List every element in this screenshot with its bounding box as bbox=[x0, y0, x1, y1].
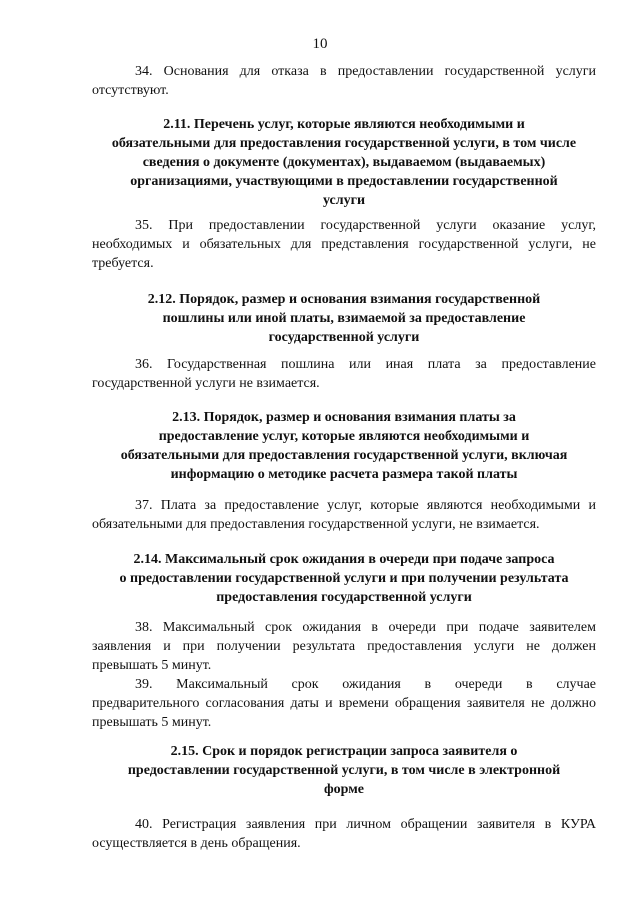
paragraph-38 bbox=[92, 618, 596, 675]
heading-line: 2.13. Порядок, размер и основания взимания платы за bbox=[172, 410, 516, 425]
heading-line: предоставление услуг, которые являются необходимыми и bbox=[158, 429, 530, 444]
heading-line: пошлины или иной платы, взимаемой за предоставление bbox=[162, 311, 526, 326]
paragraph-first-line: 39. Максимальный срок ожидания в очереди в случае bbox=[135, 677, 596, 692]
section-heading-2-14 bbox=[92, 550, 596, 607]
heading-line: организациями, участвующими в предоставлении государственной bbox=[130, 174, 558, 189]
section-heading-2-13 bbox=[92, 408, 596, 484]
heading-line: о предоставлении государственной услуги и при получении результата bbox=[119, 571, 569, 586]
paragraph-36 bbox=[92, 355, 596, 393]
heading-line: информацию о методике расчета размера такой платы bbox=[170, 467, 518, 482]
paragraph-text: 35. При предоставлении государственной услуги оказание услуг, необходимых и обязательных для представления государственной услуги, не требуется. bbox=[92, 218, 596, 271]
paragraph-text: 34. Основания для отказа в предоставлении государственной услуги отсутствуют. bbox=[92, 64, 596, 98]
section-heading-2-11 bbox=[92, 115, 596, 210]
section-heading-2-15 bbox=[92, 742, 596, 799]
heading-line: обязательными для предоставления государственной услуги, в том числе bbox=[111, 136, 577, 151]
paragraph-39 bbox=[92, 675, 596, 732]
page-number: 10 bbox=[312, 36, 328, 52]
section-heading-2-12 bbox=[92, 290, 596, 347]
paragraph-text: 38. Максимальный срок ожидания в очереди при подаче заявителем заявления и при получении результата предоставления услуги не должен превышать 5 минут. bbox=[92, 620, 596, 673]
heading-line: услуги bbox=[322, 193, 366, 208]
heading-line: 2.15. Срок и порядок регистрации запроса заявителя о bbox=[170, 744, 518, 759]
heading-line: 2.14. Максимальный срок ожидания в очереди при подаче запроса bbox=[133, 552, 555, 567]
paragraph-37 bbox=[92, 496, 596, 534]
heading-line: предоставления государственной услуги bbox=[216, 590, 472, 605]
paragraph-34 bbox=[92, 62, 596, 100]
heading-line: обязательными для предоставления государственной услуги, включая bbox=[120, 448, 568, 463]
heading-line: форме bbox=[323, 782, 364, 797]
heading-line: предоставлении государственной услуги, в том числе в электронной bbox=[127, 763, 561, 778]
paragraph-text: 37. Плата за предоставление услуг, которые являются необходимыми и обязательными для предоставления государственной услуги, не взимается. bbox=[92, 498, 596, 532]
heading-line: государственной услуги bbox=[268, 330, 420, 345]
heading-line: 2.12. Порядок, размер и основания взимания государственной bbox=[147, 292, 541, 307]
paragraph-40 bbox=[92, 815, 596, 853]
heading-line: 2.11. Перечень услуг, которые являются необходимыми и bbox=[163, 117, 525, 132]
heading-line: сведения о документе (документах), выдаваемом (выдаваемых) bbox=[142, 155, 546, 170]
paragraph-text: 36. Государственная пошлина или иная плата за предоставление государственной услуги не взимается. bbox=[92, 357, 596, 391]
paragraph-35 bbox=[92, 216, 596, 273]
paragraph-text: 40. Регистрация заявления при личном обращении заявителя в КУРА осуществляется в день обращения. bbox=[92, 817, 596, 851]
paragraph-text: предварительного согласования даты и времени обращения заявителя не должно превышать 5 минут. bbox=[92, 696, 596, 730]
